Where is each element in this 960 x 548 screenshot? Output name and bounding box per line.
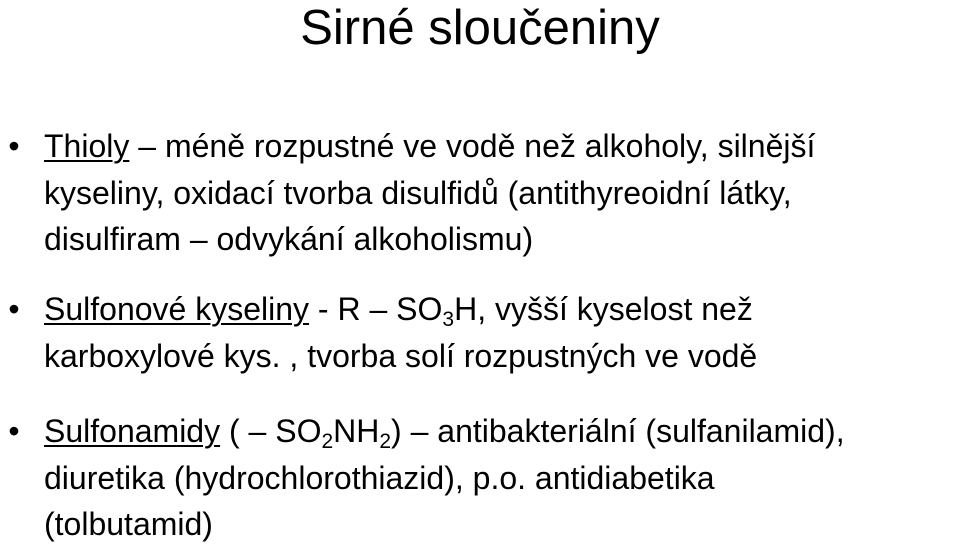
- subscript: 3: [442, 308, 455, 331]
- bullet-line: karboxylové kys. , tvorba solí rozpustných ve vodě: [44, 337, 758, 374]
- bullet-line: kyseliny, oxidací tvorba disulfidů (antithyreoidní látky,: [44, 174, 792, 211]
- term-sulfonamidy: Sulfonamidy: [44, 413, 221, 449]
- bullet-line: (tolbutamid): [44, 506, 213, 542]
- slide-title: Sirné sloučeniny: [300, 1, 660, 55]
- subscript: 2: [321, 430, 334, 453]
- subscript: 2: [379, 430, 392, 453]
- bullet-thioly: [0, 123, 960, 263]
- bullet-line: Sulfonové kyseliny - R – $SO_3H$, vyšší kyselost než: [44, 291, 753, 331]
- bullet-text: [44, 286, 956, 379]
- term-thioly: Thioly: [44, 128, 130, 164]
- term-sulfonove-kyseliny: Sulfonové kyseliny: [44, 291, 310, 327]
- bullet-icon: •: [8, 291, 20, 327]
- bullet-line: Thioly – méně rozpustné ve vodě než alkoholy, silnější: [44, 128, 816, 164]
- bullet-text: [44, 123, 956, 263]
- bullet-icon: •: [8, 128, 20, 164]
- bullet-text: [44, 408, 956, 548]
- bullet-line: Sulfonamidy ( – $SO_2NH_2$) – antibakteriální (sulfanilamid),: [44, 413, 845, 453]
- bullet-sulfonove-kyseliny: [0, 286, 960, 380]
- bullet-icon: •: [8, 413, 20, 449]
- bullet-sulfonamidy: [0, 408, 960, 543]
- bullet-line: diuretika (hydrochlorothiazid), p.o. antidiabetika: [44, 459, 715, 496]
- bullet-line: disulfiram – odvykání alkoholismu): [44, 221, 534, 257]
